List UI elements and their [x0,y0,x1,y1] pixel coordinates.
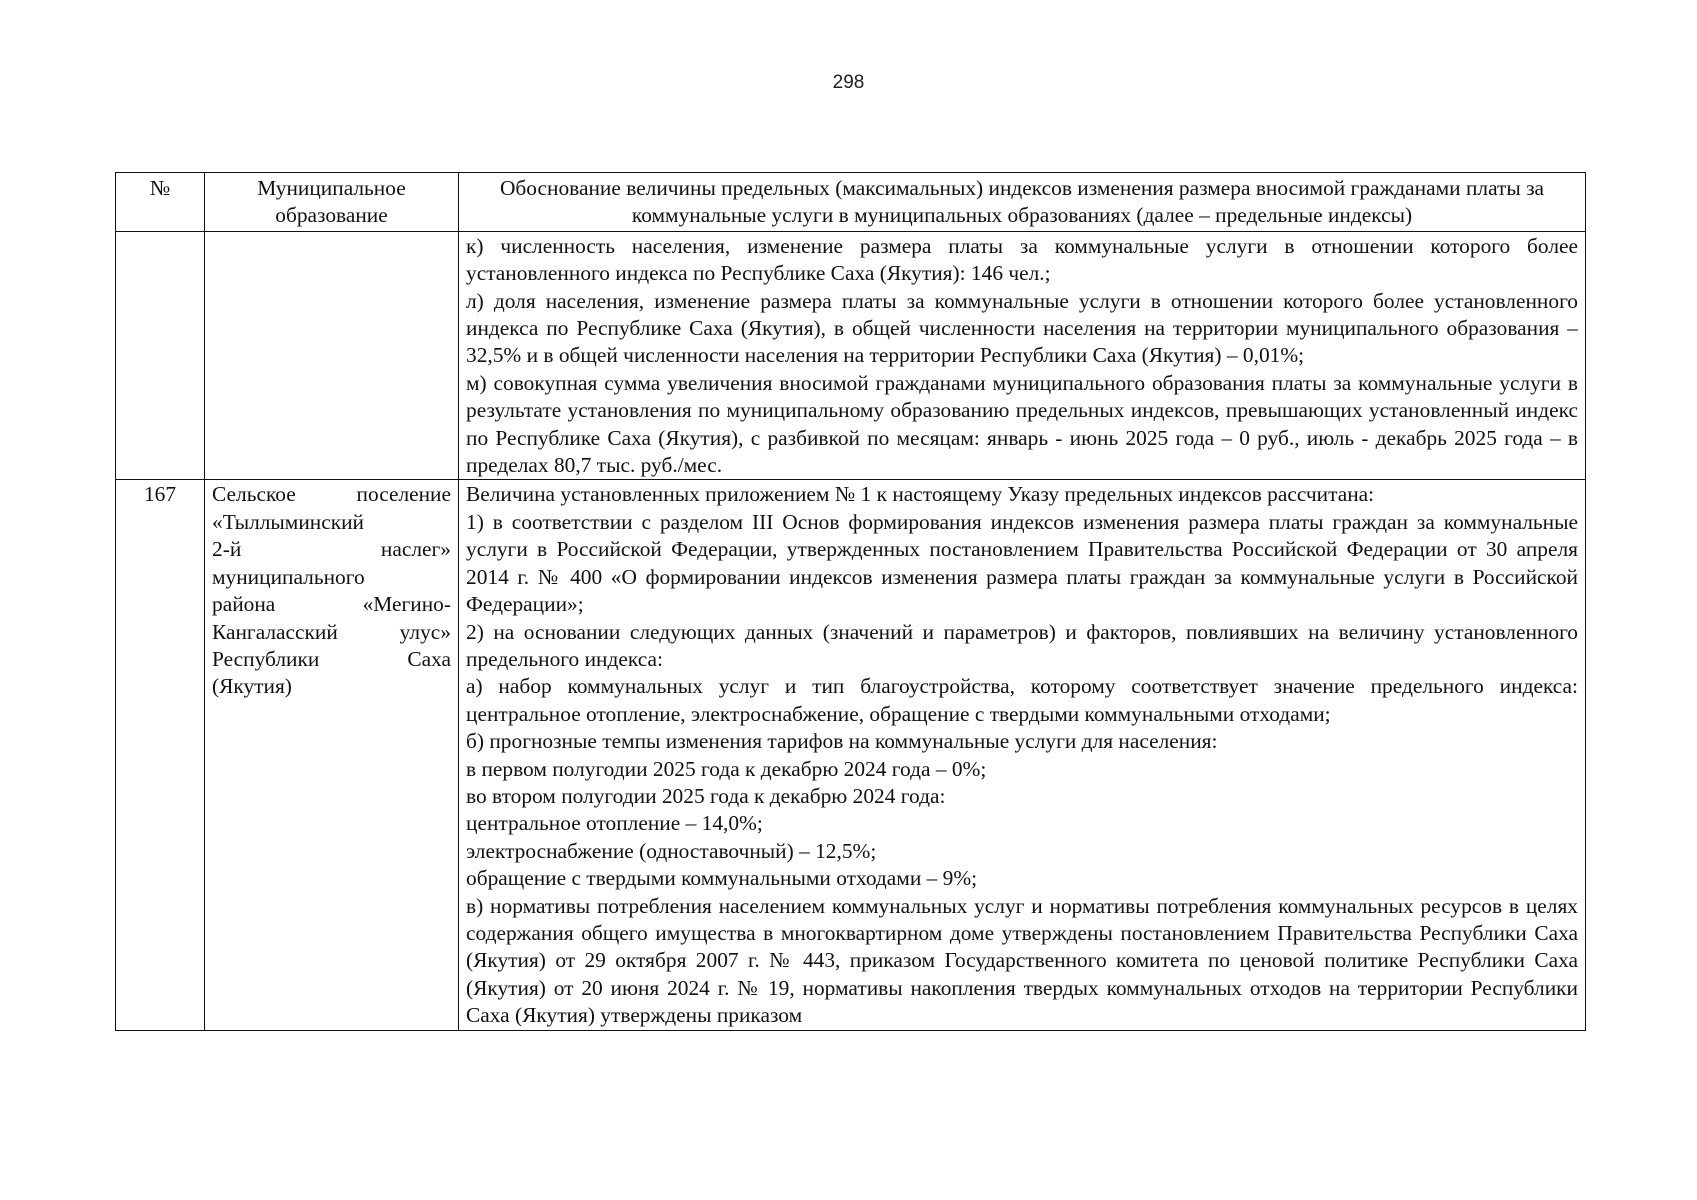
row-justification [459,231,1586,480]
table-row [116,480,1586,1030]
justification-table [115,172,1586,1031]
paragraph: б) прогнозные темпы изменения тарифов на коммунальные услуги для населения: [466,729,1218,754]
row-municipality [205,231,459,480]
header-justification: Обоснование величины предельных (максимальных) индексов изменения размера вносимой гражданами платы за коммунальные услуги в муниципальных образованиях (далее – предельные индексы) [459,173,1586,232]
paragraph: центральное отопление – 14,0%; [466,811,763,836]
header-number: № [116,173,205,232]
municipality-line: 2-й наслег» [212,537,451,562]
municipality-line: (Якутия) [212,674,292,699]
row-justification [459,480,1586,1030]
municipality-line: Республики Саха [212,646,451,671]
paragraph: а) набор коммунальных услуг и тип благоустройства, которому соответствует значение предельного индекса: центральное отопление, электроснабжение, обращение с твердыми коммунальными отходами; [466,674,1578,726]
municipality-line: района «Мегино- [212,592,451,617]
paragraph: электроснабжение (одноставочный) – 12,5%; [466,838,877,863]
municipality-line: муниципального [212,564,365,589]
paragraph: л) доля населения, изменение размера платы за коммунальные услуги в отношении которого более установленного индекса по Республике Саха (Якутия), в общей численности населения на территории муниципального образования – 32,5% и в общей численности населения на территории Республики Саха (Якутия) – 0,01%; [466,288,1578,368]
row-number [116,231,205,480]
paragraph: Величина установленных приложением № 1 к настоящему Указу предельных индексов рассчитана: [466,482,1375,507]
paragraph: в) нормативы потребления населением коммунальных услуг и нормативы потребления коммунальных ресурсов в целях содержания общего имущества в многоквартирном доме утверждены постановлением Правительства Республики Саха (Якутия) от 29 октября 2007 г. № 443, приказом Государственного комитета по ценовой политике Республики Саха (Якутия) от 20 июня 2024 г. № 19, нормативы накопления твердых коммунальных отходов на территории Республики Саха (Якутия) утверждены приказом [466,893,1578,1028]
table-header-row [116,173,1586,232]
municipality-line: «Тыллыминский [212,509,365,534]
municipality-line: Сельское поселение [212,482,451,507]
municipality-line: Кангаласский улус» [212,619,451,644]
row-municipality [205,480,459,1030]
page-number: 298 [832,72,865,93]
paragraph: м) совокупная сумма увеличения вносимой гражданами муниципального образования платы за коммунальные услуги в результате установления по муниципальному образованию предельных индексов, превышающих установленный индекс по Республике Саха (Якутия), с разбивкой по месяцам: январь - июнь 2025 года – 0 руб., июль - декабрь 2025 года – в пределах 80,7 тыс. руб./мес. [466,370,1578,478]
header-municipality: Муниципальное образование [205,173,459,232]
table-row [116,231,1586,480]
paragraph: 2) на основании следующих данных (значений и параметров) и факторов, повлиявших на величину установленного предельного индекса: [466,619,1578,671]
paragraph: во втором полугодии 2025 года к декабрю 2024 года: [466,783,946,808]
paragraph: 1) в соответствии с разделом III Основ формирования индексов изменения размера платы граждан за коммунальные услуги в Российской Федерации, утвержденных постановлением Правительства Российской Федерации от 30 апреля 2014 г. № 400 «О формировании индексов изменения размера платы граждан за коммунальные услуги в Российской Федерации»; [466,509,1578,617]
row-number: 167 [116,480,205,1030]
paragraph: обращение с твердыми коммунальными отходами – 9%; [466,866,978,891]
paragraph: к) численность населения, изменение размера платы за коммунальные услуги в отношении которого более установленного индекса по Республике Саха (Якутия): 146 чел.; [466,233,1578,286]
paragraph: в первом полугодии 2025 года к декабрю 2024 года – 0%; [466,756,987,781]
